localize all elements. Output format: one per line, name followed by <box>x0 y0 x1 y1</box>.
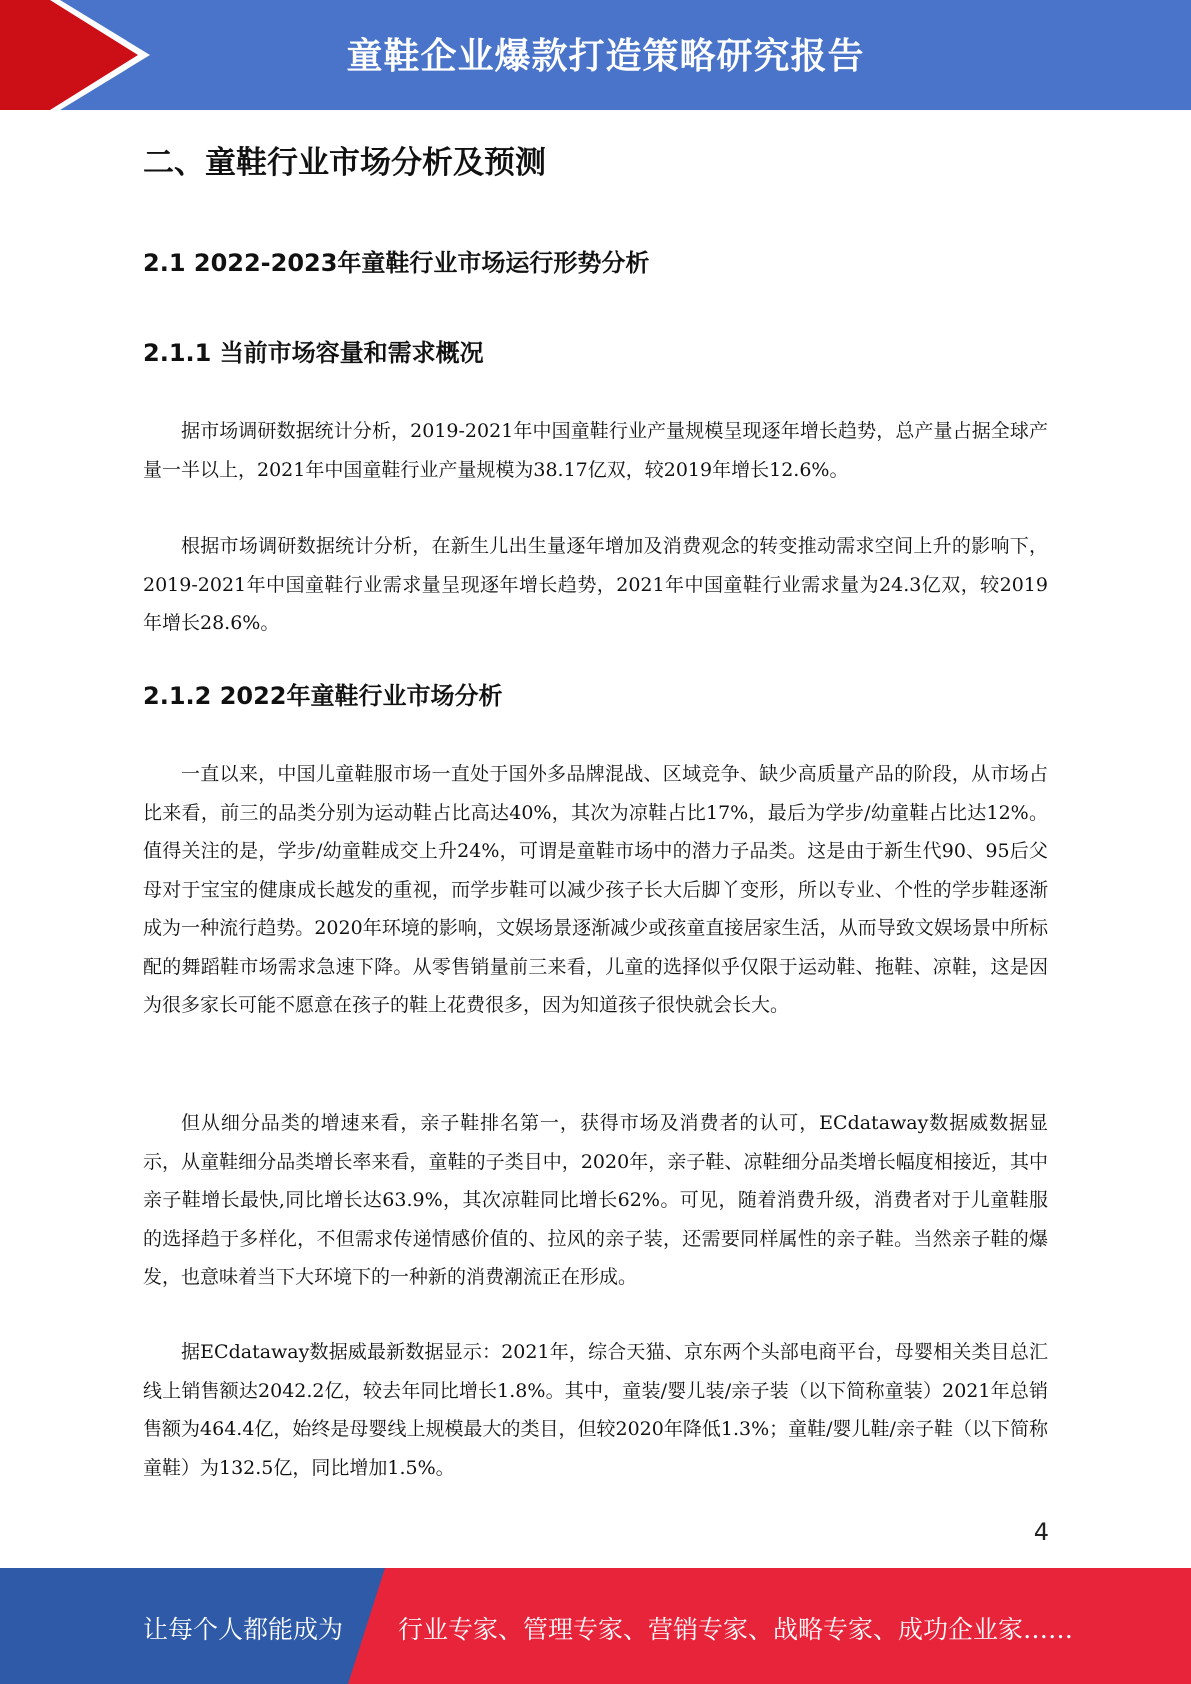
paragraph: 据市场调研数据统计分析，2019-2021年中国童鞋行业产量规模呈现逐年增长趋势，总产量占据全球产量一半以上，2021年中国童鞋行业产量规模为38.17亿双，较2019年增长12.6%。 <box>143 420 1048 481</box>
subsection-title-2-1-1: 2.1.1 当前市场容量和需求概况 <box>143 339 484 367</box>
subsection-title-2-1: 2.1 2022-2023年童鞋行业市场运行形势分析 <box>143 249 650 277</box>
footer-banner <box>0 1568 1191 1684</box>
footer-slogan-left: 让每个人都能成为 <box>143 1615 344 1644</box>
paragraph: 一直以来，中国儿童鞋服市场一直处于国外多品牌混战、区域竞争、缺少高质量产品的阶段，从市场占比来看，前三的品类分别为运动鞋占比高达40%，其次为凉鞋占比17%，最后为学步/幼童鞋占比达12%。值得关注的是，学步/幼童鞋成交上升24%，可谓是童鞋市场中的潜力子品类。这是由于新生代90、95后父母对于宝宝的健康成长越发的重视，而学步鞋可以减少孩子长大后脚丫变形，所以专业、个性的学步鞋逐渐成为一种流行趋势。2020年环境的影响，文娱场景逐渐减少或孩童直接居家生活，从而导致文娱场景中所标配的舞蹈鞋市场需求急速下降。从零售销量前三来看，儿童的选择似乎仅限于运动鞋、拖鞋、凉鞋，这是因为很多家长可能不愿意在孩子的鞋上花费很多，因为知道孩子很快就会长大。 <box>143 763 1048 1016</box>
header-banner <box>0 0 1191 110</box>
section-title: 二、童鞋行业市场分析及预测 <box>143 145 546 181</box>
report-title: 童鞋企业爆款打造策略研究报告 <box>346 36 865 77</box>
footer-slogan-right: 行业专家、管理专家、营销专家、战略专家、成功企业家…… <box>398 1615 1074 1644</box>
paragraph: 据ECdataway数据威最新数据显示：2021年，综合天猫、京东两个头部电商平台，母婴相关类目总汇线上销售额达2042.2亿，较去年同比增长1.8%。其中，童装/婴儿装/亲子装（以下简称童装）2021年总销售额为464.4亿，始终是母婴线上规模最大的类目，但较2020年降低1.3%；童鞋/婴儿鞋/亲子鞋（以下简称童鞋）为132.5亿，同比增加1.5%。 <box>143 1341 1048 1479</box>
paragraph: 但从细分品类的增速来看，亲子鞋排名第一，获得市场及消费者的认可，ECdataway数据威数据显示，从童鞋细分品类增长率来看，童鞋的子类目中，2020年，亲子鞋、凉鞋细分品类增长幅度相接近，其中亲子鞋增长最快,同比增长达63.9%，其次凉鞋同比增长62%。可见，随着消费升级，消费者对于儿童鞋服的选择趋于多样化，不但需求传递情感价值的、拉风的亲子装，还需要同样属性的亲子鞋。当然亲子鞋的爆发，也意味着当下大环境下的一种新的消费潮流正在形成。 <box>143 1112 1048 1288</box>
page-number: 4 <box>1033 1518 1049 1546</box>
paragraph: 根据市场调研数据统计分析，在新生儿出生量逐年增加及消费观念的转变推动需求空间上升的影响下，2019-2021年中国童鞋行业需求量呈现逐年增长趋势，2021年中国童鞋行业需求量为24.3亿双，较2019年增长28.6%。 <box>143 535 1048 634</box>
subsection-title-2-1-2: 2.1.2 2022年童鞋行业市场分析 <box>143 682 503 710</box>
